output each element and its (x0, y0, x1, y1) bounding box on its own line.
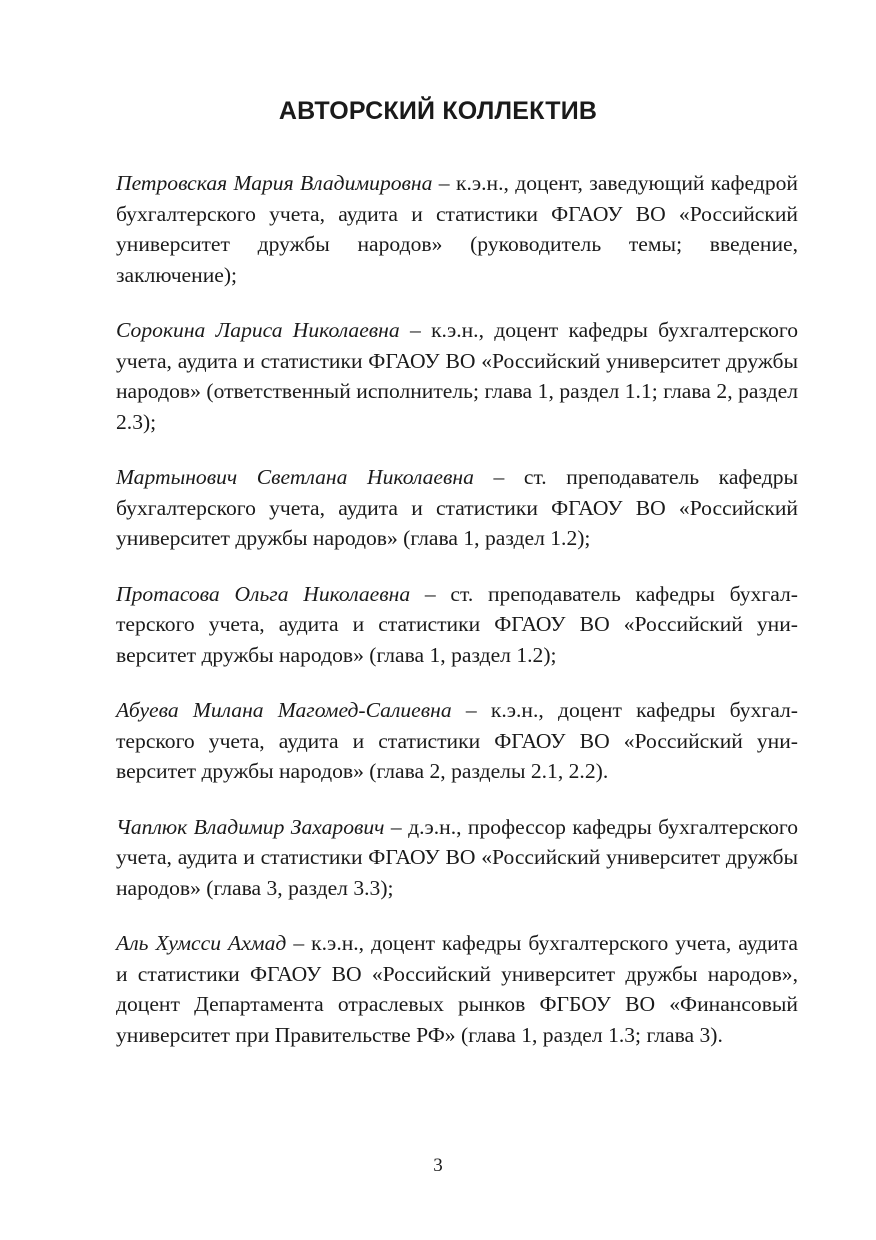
page-number: 3 (433, 1155, 443, 1176)
author-entry (116, 462, 798, 554)
author-name: Протасова Ольга Николаевна (116, 581, 411, 606)
author-name: Сорокина Лариса Николаевна (116, 318, 400, 342)
author-description: – к.э.н., доцент кафедры бухгалтерского учета, аудита и статистики ФГАОУ ВО «Российский университет дружбы народов», доцент Департамента отраслевых рынков ФГБОУ ВО «Финансовый университет при Правительстве РФ» (глава 1, раздел 1.3; глава 3). (116, 931, 798, 1047)
author-entry (116, 812, 798, 904)
author-name: Мартынович Светлана Николаевна (116, 465, 474, 489)
author-description: – ст. преподаватель кафедры бухгалтерского учета, аудита и статистики ФГАОУ ВО «Российский университет дружбы народов» (глава 1, раздел 1.2); (116, 465, 799, 550)
author-entry (116, 579, 798, 671)
author-entry (116, 695, 798, 787)
author-name: Чаплюк Владимир Захарович (116, 814, 385, 839)
author-entry (116, 315, 798, 437)
author-entry (116, 928, 798, 1050)
author-description: – ст. преподаватель кафедры бухгалтерского учета, аудита и статистики ФГАОУ ВО «Российский университет дружбы народов» (глава 1, раздел 1.2); (116, 581, 798, 667)
author-name: Аль Хумсси Ахмад (116, 931, 287, 955)
author-description: – к.э.н., доцент, заведующий кафедрой бухгалтерского учета, аудита и статистики ФГАОУ ВО «Российский университет дружбы народов» (руководитель темы; введение, заключение); (116, 171, 798, 287)
author-description: – к.э.н., доцент кафедры бухгалтерского учета, аудита и статистики ФГАОУ ВО «Российский университет дружбы народов» (глава 2, разделы 2.1, 2.2). (116, 698, 798, 783)
author-name: Абуева Милана Магомед-Салиевна (116, 698, 452, 722)
author-entry (116, 168, 798, 290)
author-list (116, 168, 798, 1075)
author-description: – д.э.н., профессор кафедры бухгалтерского учета, аудита и статистики ФГАОУ ВО «Российский университет дружбы народов» (глава 3, раздел 3.3); (116, 814, 798, 900)
page-title: АВТОРСКИЙ КОЛЛЕКТИВ (278, 96, 598, 125)
author-description: – к.э.н., доцент кафедры бухгалтерского учета, аудита и статистики ФГАОУ ВО «Российский университет дружбы народов» (ответственный исполнитель; глава 1, раздел 1.1; глава 2, раздел 2.3); (116, 318, 799, 434)
author-name: Петровская Мария Владимировна (116, 171, 433, 195)
